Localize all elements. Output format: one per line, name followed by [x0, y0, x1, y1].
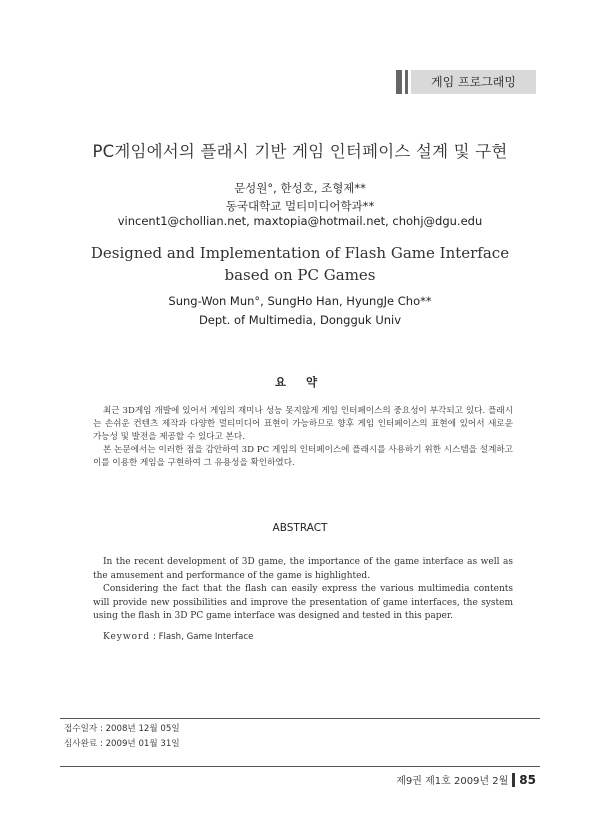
english-title: Designed and Implementation of Flash Game Interface based on PC Games: [90, 244, 510, 284]
issue-info: 제9권 제1호 2009년 2월: [396, 776, 509, 787]
english-department: Dept. of Multimedia, Dongguk Univ: [198, 313, 402, 327]
accepted-date: 심사완료 : 2009년 01월 31일: [64, 739, 180, 749]
korean-authors: 문성원°, 한성호, 조형제**: [234, 181, 366, 195]
korean-abstract-paragraph: 최근 3D게임 개발에 있어서 게임의 재미나 성능 못지않게 게임 인터페이스의 중요성이 부각되고 있다. 플래시는 손쉬운 컨텐츠 제작과 다양한 멀티미디어 표현이 가능하므로 향후 게임 인터페이스의 표현에 있어서 새로운 가능성 및 발전을 제공할 수 있다고 본다.: [93, 406, 513, 442]
english-abstract-paragraph: In the recent development of 3D game, the importance of the game interface as well as the amusement and performance of the game is highlighted.: [93, 557, 513, 581]
page-number: 85: [519, 772, 536, 787]
tag-bar-decoration: [396, 70, 402, 94]
korean-abstract-paragraph: 본 논문에서는 이러한 점을 감안하여 3D PC 게임의 인터페이스에 플래시를 사용하기 위한 시스템을 설계하고 이를 이용한 게임을 구현하여 그 유용성을 확인하였다.: [93, 445, 513, 468]
korean-title: PC게임에서의 플래시 기반 게임 인터페이스 설계 및 구현: [92, 142, 508, 161]
section-tag: [396, 70, 536, 94]
divider: [60, 718, 540, 719]
korean-abstract: [93, 405, 513, 470]
keyword-value: : Flash, Game Interface: [152, 632, 254, 642]
keywords: [103, 632, 253, 642]
section-tag-label: 게임 프로그래밍: [411, 70, 536, 94]
divider: [60, 766, 540, 767]
english-abstract: [93, 556, 513, 624]
english-abstract-paragraph: Considering the fact that the flash can easily express the various multimedia contents will provide new possibilities and improve the presentation of game interfaces, the system using the flash in 3D PC game interface was designed and tested in this paper.: [93, 584, 513, 621]
submission-dates: [64, 722, 180, 752]
korean-abstract-heading: 요 약: [274, 375, 326, 389]
received-date: 접수일자 : 2008년 12월 05일: [64, 724, 180, 734]
english-authors: Sung-Won Mun°, SungHo Han, HyungJe Cho**: [168, 294, 432, 308]
korean-affiliation: 동국대학교 멀티미디어학과**: [225, 199, 375, 213]
abstract-heading: ABSTRACT: [272, 522, 328, 534]
page-footer: [396, 772, 536, 787]
author-emails: vincent1@chollian.net, maxtopia@hotmail.net, chohj@dgu.edu: [117, 214, 483, 228]
tag-bar-decoration: [405, 70, 408, 94]
footer-separator: [512, 773, 515, 787]
keyword-label: Keyword: [103, 632, 151, 642]
